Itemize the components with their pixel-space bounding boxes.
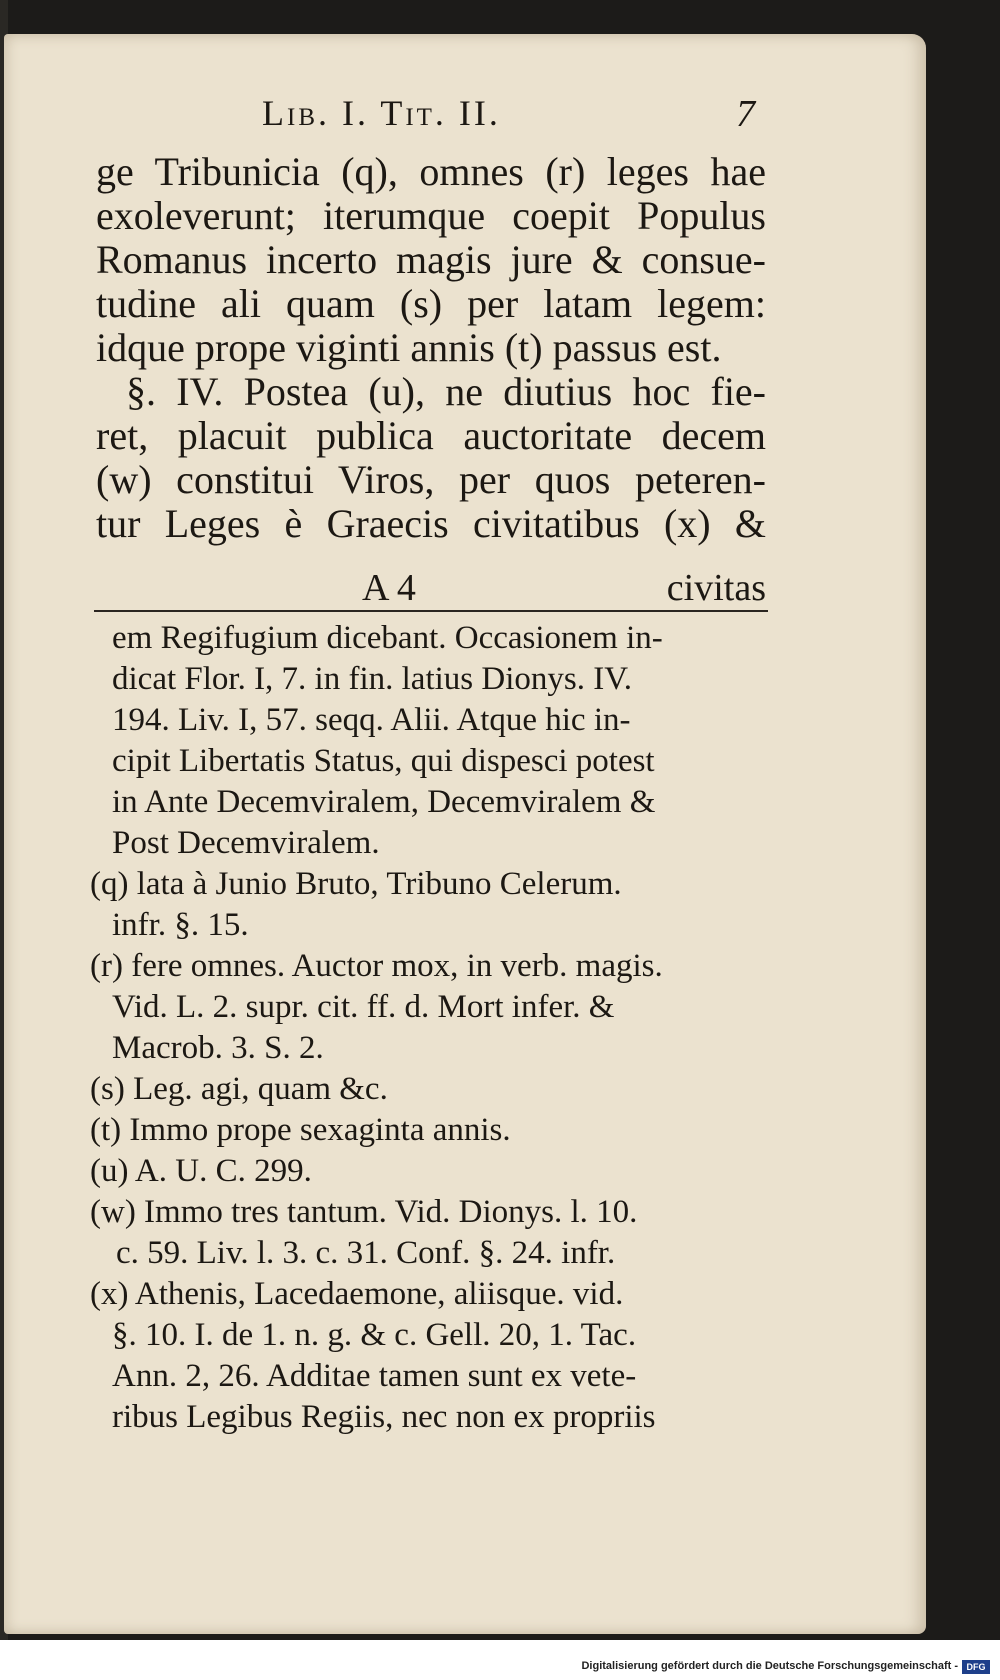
footnote-line: §. 10. I. de 1. n. g. & c. Gell. 20, 1. Tac. — [112, 1317, 637, 1353]
main-text-line: idque prope viginti annis (t) passus est. — [96, 325, 722, 370]
page-number: 7 — [736, 93, 755, 135]
catchword: civitas — [666, 567, 766, 609]
footnote-line: ribus Legibus Regiis, nec non ex propriis — [112, 1399, 656, 1435]
footnote-line: (x) Athenis, Lacedaemone, aliisque. vid. — [90, 1276, 624, 1312]
footnote-line: 194. Liv. I, 57. seqq. Alii. Atque hic in- — [112, 702, 631, 738]
footnote-line: Macrob. 3. S. 2. — [112, 1030, 324, 1066]
footnote-line: cipit Libertatis Status, qui dispesci potest — [112, 743, 655, 779]
digitization-credit: Digitalisierung gefördert durch die Deutsche Forschungsgemeinschaft - — [581, 1660, 958, 1672]
signature-mark: A 4 — [362, 567, 416, 609]
footnote-rule — [94, 610, 768, 612]
footnote-line: (s) Leg. agi, quam &c. — [90, 1071, 388, 1107]
scan-footer-bar — [0, 1640, 1000, 1680]
main-text-line: ge Tribunicia (q), omnes (r) leges hae — [96, 149, 766, 194]
footnote-line: (w) Immo tres tantum. Vid. Dionys. l. 10. — [90, 1194, 638, 1230]
footnote-line: in Ante Decemviralem, Decemviralem & — [112, 784, 656, 820]
footnote-line: (q) lata à Junio Bruto, Tribuno Celerum. — [90, 866, 622, 902]
main-text-block — [96, 150, 766, 546]
main-text-line: §. IV. Postea (u), ne diutius hoc fie- — [126, 369, 766, 414]
footnote-line: (u) A. U. C. 299. — [90, 1153, 312, 1189]
main-text-line: (w) constitui Viros, per quos peteren- — [96, 457, 766, 502]
footnotes-block — [90, 618, 770, 1438]
main-text-line: ret, placuit publica auctoritate decem — [96, 413, 766, 458]
footnote-line: Ann. 2, 26. Additae tamen sunt ex vete- — [112, 1358, 637, 1394]
main-text-line: Romanus incerto magis jure & consue- — [96, 237, 766, 282]
footnote-line: (r) fere omnes. Auctor mox, in verb. magis. — [90, 948, 663, 984]
dfg-logo: DFG — [962, 1660, 990, 1674]
signature-row — [96, 566, 766, 609]
footnote-line: c. 59. Liv. l. 3. c. 31. Conf. §. 24. infr. — [116, 1235, 616, 1271]
footnote-line: dicat Flor. I, 7. in fin. latius Dionys. IV. — [112, 661, 633, 697]
footnote-line: Post Decemviralem. — [112, 825, 380, 861]
main-text-line: tur Leges è Graecis civitatibus (x) & — [96, 501, 766, 546]
footnote-line: infr. §. 15. — [112, 907, 249, 943]
footnote-line: em Regifugium dicebant. Occasionem in- — [112, 620, 663, 656]
main-text-line: tudine ali quam (s) per latam legem: — [96, 281, 766, 326]
main-text-line: exoleverunt; iterumque coepit Populus — [96, 193, 766, 238]
running-head: Lib. I. Tit. II. — [262, 93, 501, 133]
footnote-line: (t) Immo prope sexaginta annis. — [90, 1112, 511, 1148]
footnote-line: Vid. L. 2. supr. cit. ff. d. Mort infer. & — [112, 989, 615, 1025]
